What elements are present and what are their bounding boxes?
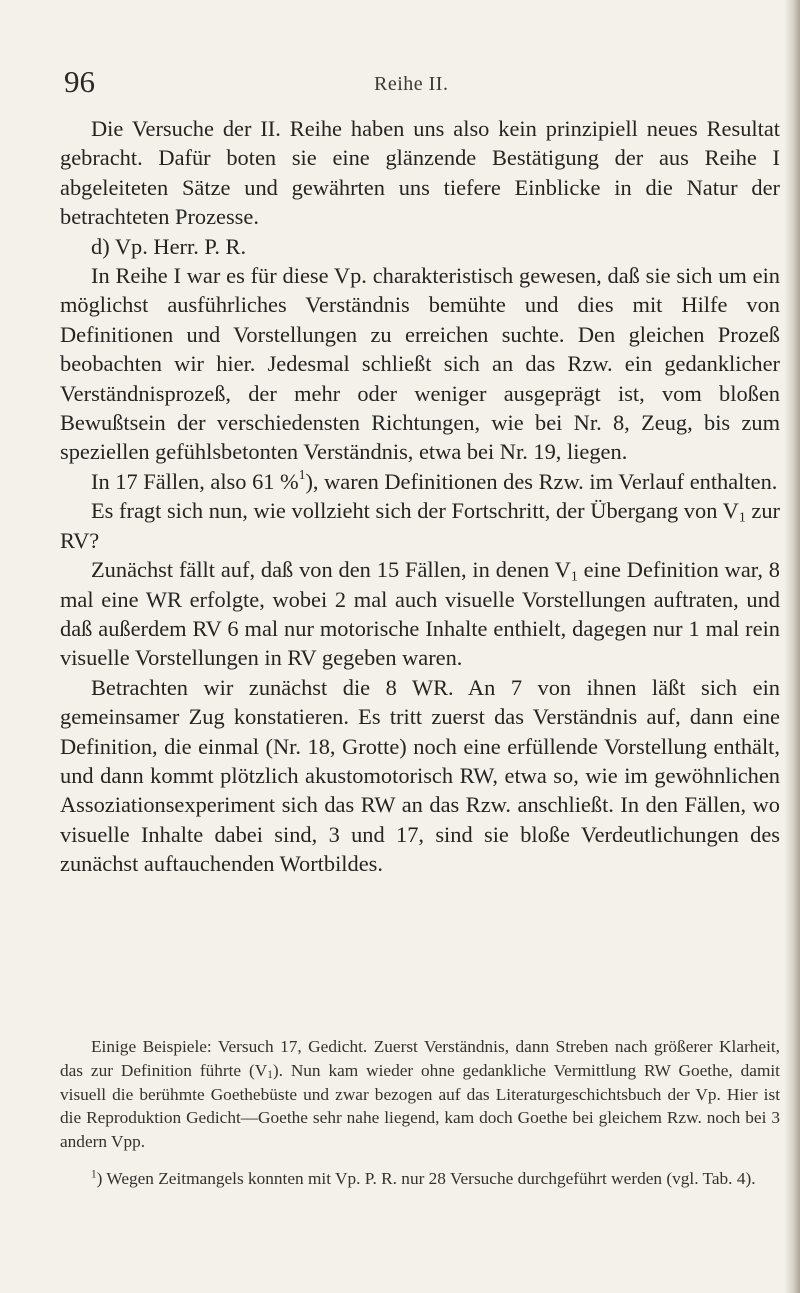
footnote-reference: 1	[298, 466, 306, 482]
main-text	[60, 114, 780, 879]
paragraph: Die Versuche der II. Reihe haben uns also kein prinzipiell neues Resultat gebracht. Dafür boten sie eine glänzende Bestätigung der aus Reihe I abgeleiteten Sätze und gewährten uns tiefere Einblicke in die Natur der betrachteten Prozesse.	[60, 116, 780, 230]
example-block	[60, 1035, 780, 1154]
subscript: 1	[267, 1069, 273, 1082]
example-paragraph	[60, 1035, 780, 1154]
subscript: 1	[570, 569, 578, 585]
running-head: Reihe II.	[374, 73, 449, 95]
section-heading: d) Vp. Herr. P. R.	[91, 233, 247, 259]
footnote-text: ) Wegen Zeitmangels konnten mit Vp. P. R. nur 28 Versuche durchgeführt werden (vgl. Tab. 4).	[96, 1169, 756, 1188]
paragraph: Betrachten wir zunächst die 8 WR. An 7 von ihnen läßt sich ein gemeinsamer Zug konstatieren. Es tritt zuerst das Verständnis auf, dann eine Definition, die einmal (Nr. 18, Grotte) noch eine erfüllende Vorstellung enthält, und dann kommt plötzlich akustomotorisch RW, etwa so, wie im gewöhnlichen Assoziationsexperiment sich das RW an das Rzw. anschließt. In den Fällen, wo visuelle Inhalte dabei sind, 3 und 17, sind sie bloße Verdeutlichungen des zunächst auftauchenden Wortbildes.	[60, 674, 780, 877]
text-run: In 17 Fällen, also 61 %	[91, 468, 299, 494]
paragraph	[60, 555, 780, 673]
page-edge-shadow	[784, 0, 800, 1293]
subscript: 1	[738, 510, 746, 526]
paragraph	[60, 467, 780, 496]
paragraph: In Reihe I war es für diese Vp. charakteristisch gewesen, daß sie sich um ein möglichst ausführliches Verständnis bemühte und dies mit Hilfe von Definitionen und Vorstellungen zu erreichen suchte. Den gleichen Prozeß beobachten wir hier. Jedesmal schließt sich an das Rzw. ein gedanklicher Verständnisprozeß, der mehr oder weniger ausgeprägt ist, vom bloßen Bewußtsein der verschiedensten Richtungen, wie bei Nr. 8, Zeug, bis zum speziellen gefühlsbetonten Verständnis, etwa bei Nr. 19, liegen.	[60, 263, 780, 465]
footnote-marker: 1	[91, 1168, 97, 1181]
footnote	[60, 1167, 780, 1191]
footnote-paragraph	[60, 1167, 780, 1191]
text-run: Einige Beispiele: Versuch 17, Gedicht. Zuerst Verständnis, dann Streben nach größerer Klarheit, das zur Definition führte (V	[60, 1037, 780, 1080]
text-run: ). Nun kam wieder ohne gedankliche Vermittlung RW Goethe, damit visuell die berühmte Goethebüste und zwar bezogen auf das Literaturgeschichtsbuch der Vp. Hier ist die Reproduktion Gedicht—Goethe sehr nahe liegend, kam doch Goethe bei gleichem Rzw. noch bei 3 andern Vpp.	[60, 1060, 780, 1152]
text-run: ), waren Definitionen des Rzw. im Verlauf enthalten.	[305, 468, 778, 494]
text-run: Es fragt sich nun, wie vollzieht sich der Fortschritt, der Übergang von V	[91, 498, 739, 524]
text-run: eine Definition war, 8 mal eine WR erfolgte, wobei 2 mal auch visuelle Vorstellungen auftraten, und daß außerdem RV 6 mal nur motorische Inhalte enthielt, dagegen nur 1 mal rein visuelle Vorstellungen in RV gegeben waren.	[60, 557, 780, 671]
paragraph	[60, 496, 780, 555]
text-run: Zunächst fällt auf, daß von den 15 Fällen, in denen V	[91, 557, 571, 583]
page-number: 96	[64, 64, 95, 99]
text-run: zur RV?	[60, 498, 780, 553]
